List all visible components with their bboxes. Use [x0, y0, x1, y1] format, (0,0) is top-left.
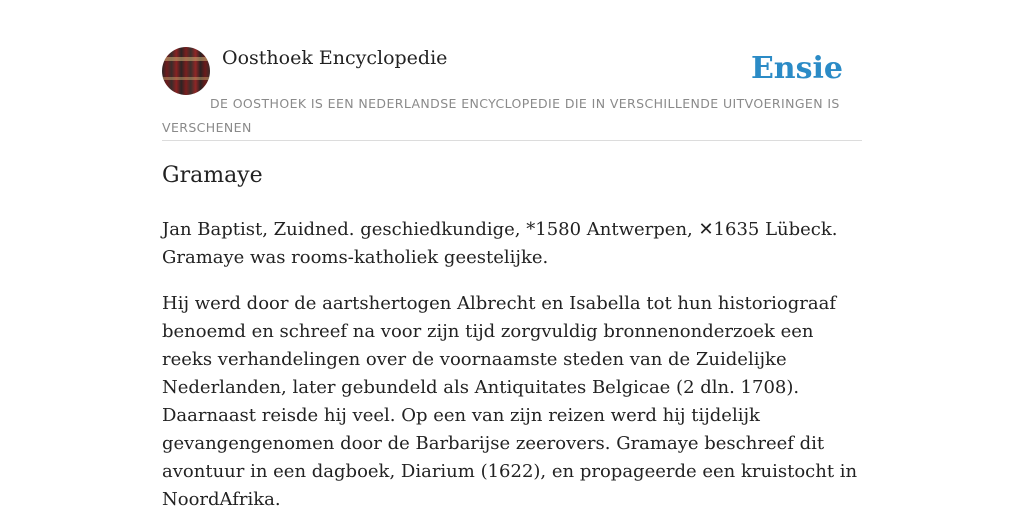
ensie-logo-link[interactable]: Ensie	[750, 51, 843, 86]
entry-paragraph: Hij werd door de aartshertogen Albrecht en Isabella tot hun historiograaf benoemd en schreef na voor zijn tijd zorgvuldig bronnenonderzoek een reeks verhandelingen over de voornaamste steden van de Zuidelijke Nederlanden, later gebundeld als Antiquitates Belgicae (2 dln. 1708). Daarnaast reisde hij veel. Op een van zijn reizen werd hij tijdelijk gevangengenomen door de Barbarijse zeerovers. Gramaye beschreef dit avontuur in een dagboek, Diarium (1622), en propageerde een kruistocht in NoordAfrika.	[162, 293, 858, 510]
entry-title: Gramaye	[162, 163, 263, 188]
entry-body	[162, 216, 862, 512]
entry-paragraph: Jan Baptist, Zuidned. geschiedkundige, *1580 Antwerpen, ✕1635 Lübeck. Gramaye was rooms-katholiek geestelijke.	[162, 219, 838, 268]
site-header	[162, 46, 862, 141]
site-title-link[interactable]: Oosthoek Encyclopedie	[222, 47, 448, 69]
encyclopedia-books-avatar[interactable]	[162, 47, 210, 95]
site-tagline: DE OOSTHOEK IS EEN NEDERLANDSE ENCYCLOPEDIE DIE IN VERSCHILLENDE UITVOERINGEN IS VERSCHENEN	[162, 96, 840, 135]
